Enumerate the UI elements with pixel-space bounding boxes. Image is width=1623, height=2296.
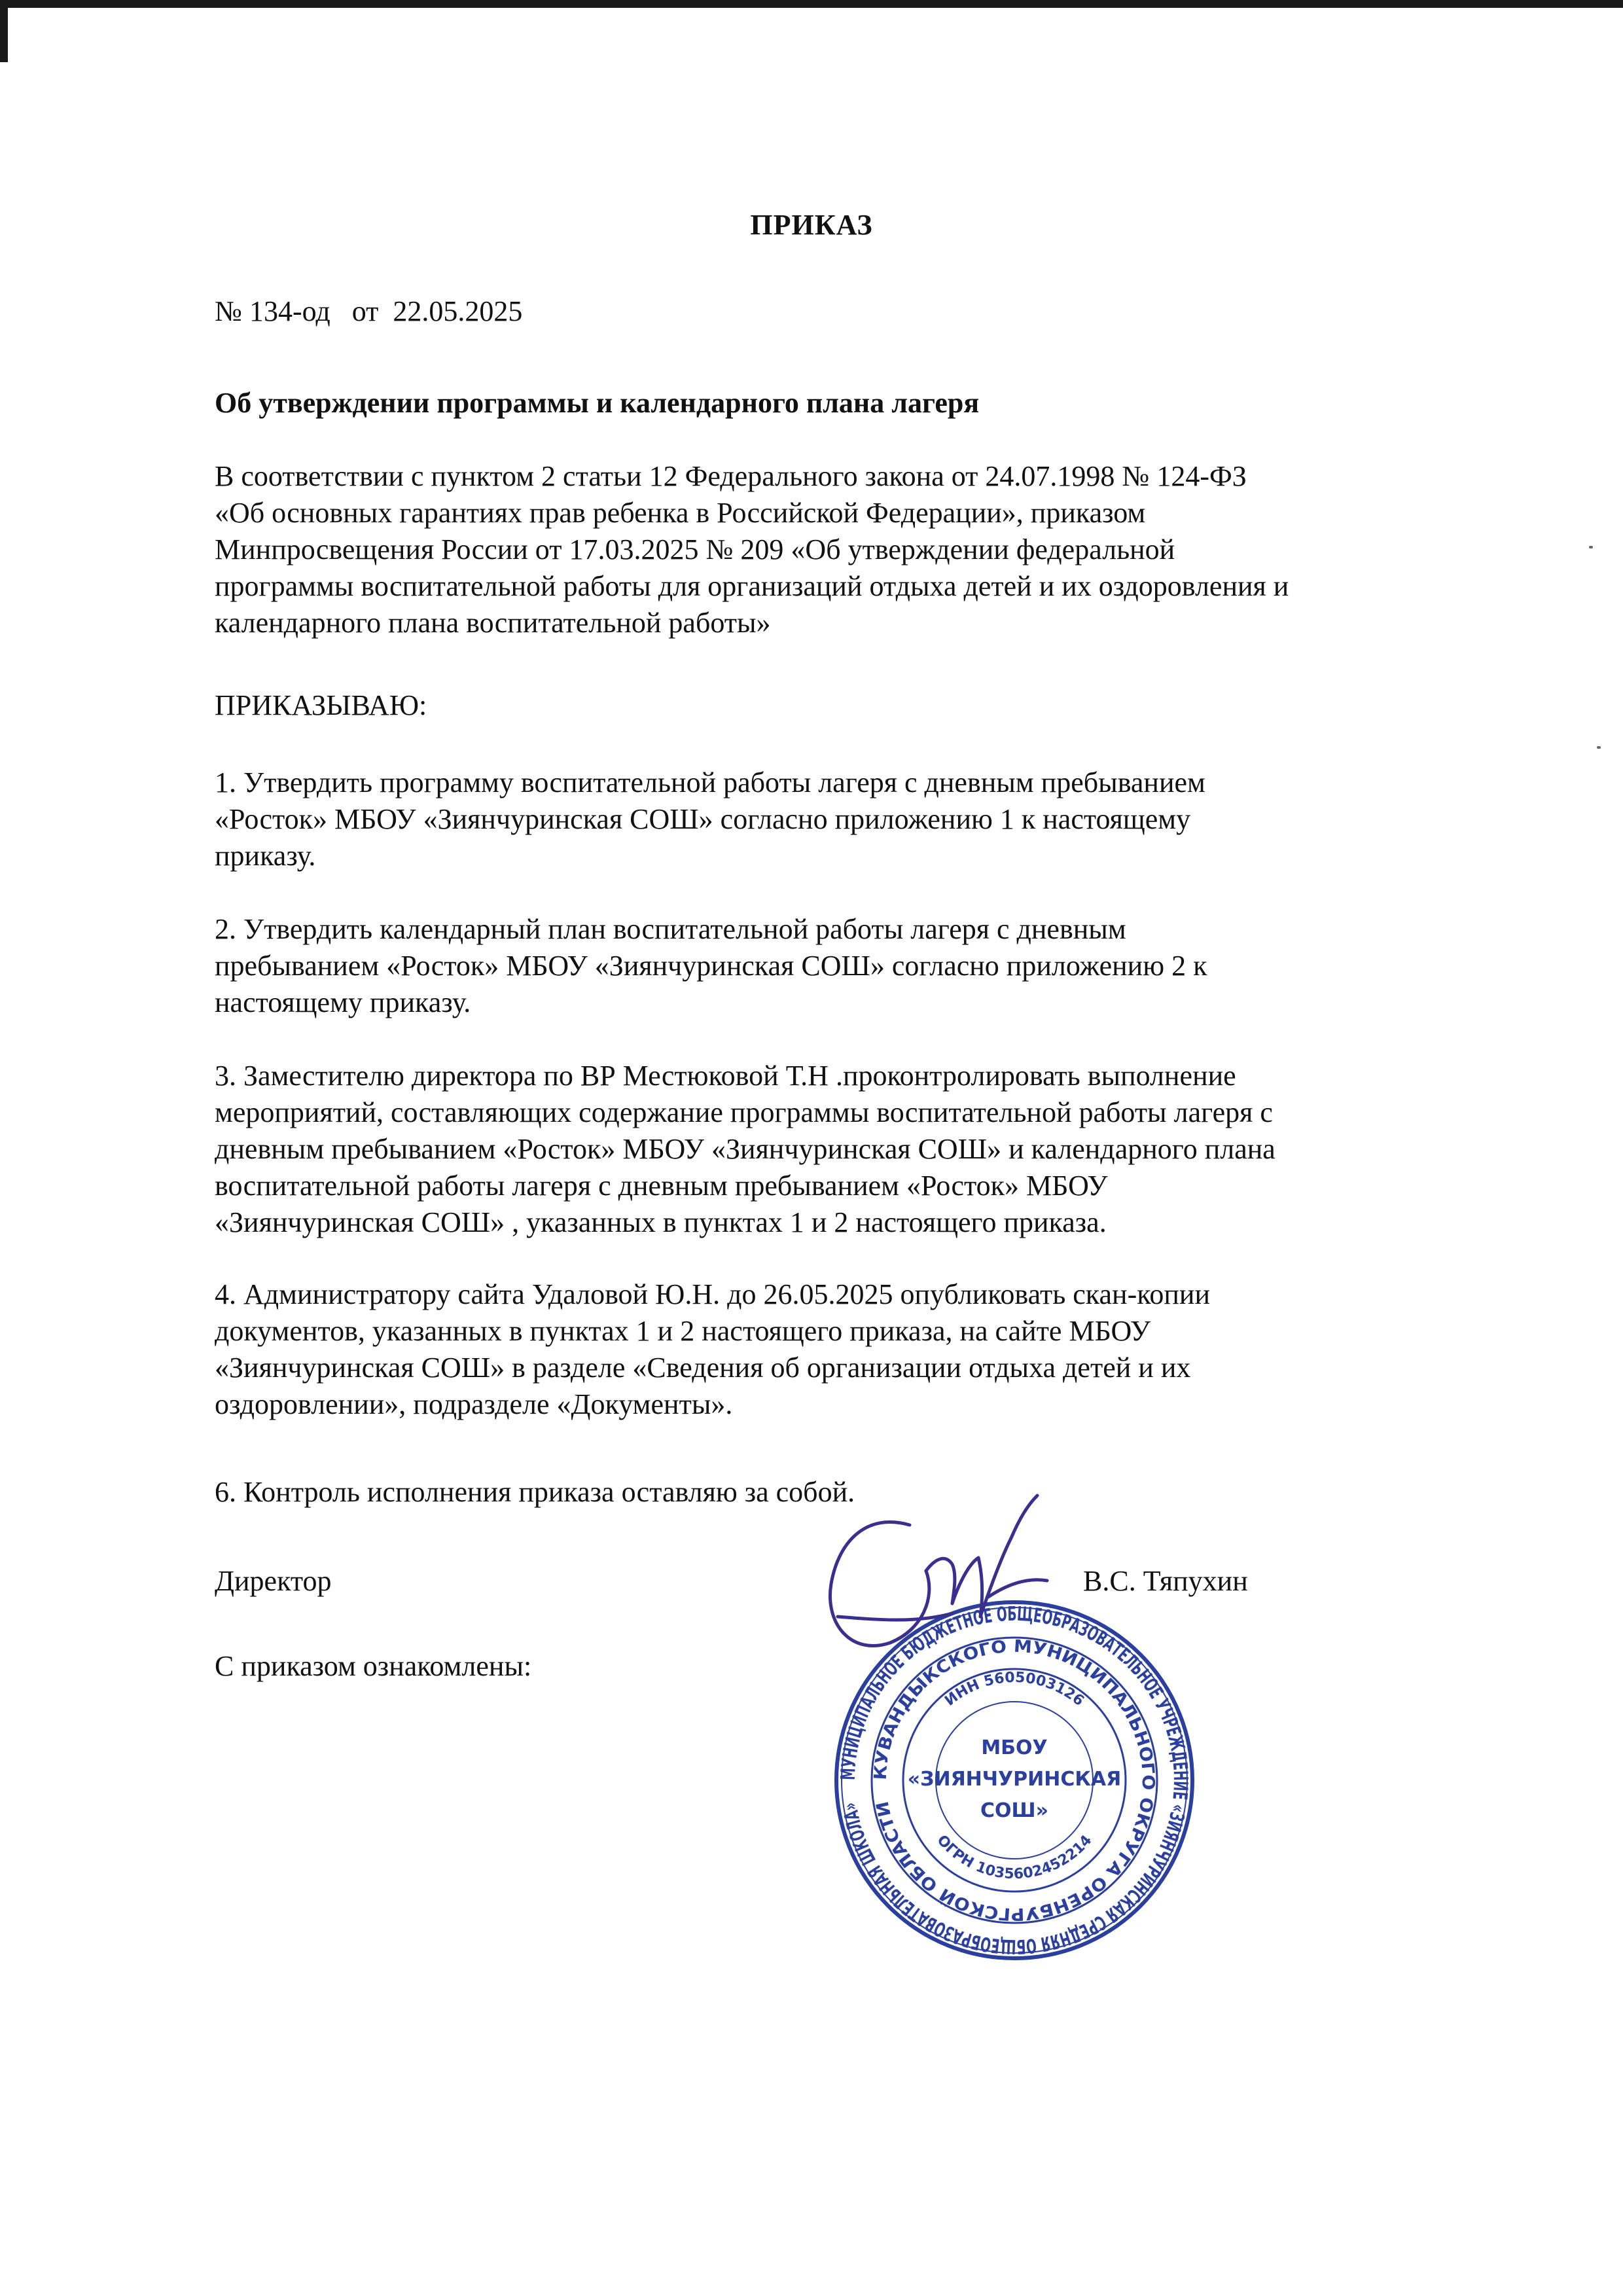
order-item-line: «Зиянчуринская СОШ» , указанных в пунктах 1 и 2 настоящего приказа. [215, 1206, 1107, 1238]
order-item-line: «Росток» МБОУ «Зиянчуринская СОШ» согласно приложению 1 к настоящему [215, 803, 1191, 835]
order-item-1 [215, 764, 1458, 874]
seal-inner-ring-text-path: КУВАНДЫКСКОГО МУНИЦИПАЛЬНОГО ОКРУГА ОРЕНБУРГСКОЙ ОБЛАСТИ [870, 1636, 1158, 1924]
order-item-line: 6. Контроль исполнения приказа оставляю за собой. [215, 1476, 855, 1508]
seal-outer-ring-text-path: МУНИЦИПАЛЬНОЕ БЮДЖЕТНОЕ ОБЩЕОБРАЗОВАТЕЛЬНОЕ УЧРЕЖДЕНИЕ «ЗИЯНЧУРИНСКАЯ СРЕДНЯЯ ОБЩЕОБРАЗОВАТЕЛЬНАЯ ШКОЛА» [836, 1602, 1192, 1958]
preamble-paragraph [215, 458, 1458, 641]
director-signature [812, 1486, 1060, 1695]
seal-center-line-2: «ЗИЯНЧУРИНСКАЯ [907, 1768, 1122, 1791]
seal-center-line-3: СОШ» [980, 1799, 1048, 1822]
order-item-line: документов, указанных в пунктах 1 и 2 настоящего приказа, на сайте МБОУ [215, 1315, 1150, 1347]
order-item-line: воспитательной работы лагеря с дневным пребыванием «Росток» МБОУ [215, 1170, 1108, 1202]
decree-heading: ПРИКАЗЫВАЮ: [215, 689, 427, 721]
order-item-line: мероприятий, составляющих содержание программы воспитательной работы лагеря с [215, 1096, 1273, 1128]
director-name: В.С. Тяпухин [1083, 1565, 1248, 1597]
seal-center-line-1: МБОУ [981, 1736, 1048, 1759]
scan-speck [1589, 546, 1593, 548]
order-subject: Об утверждении программы и календарного плана лагеря [215, 387, 980, 419]
order-item-line: 2. Утвердить календарный план воспитательной работы лагеря с дневным [215, 913, 1126, 945]
preamble-line: Минпросвещения России от 17.03.2025 № 209 «Об утверждении федеральной [215, 533, 1175, 565]
acquainted-label: С приказом ознакомлены: [215, 1650, 532, 1682]
order-item-line: пребыванием «Росток» МБОУ «Зиянчуринская СОШ» согласно приложению 2 к [215, 950, 1207, 982]
order-item-line: «Зиянчуринская СОШ» в разделе «Сведения об организации отдыха детей и их [215, 1352, 1191, 1384]
order-item-line: настоящему приказу. [215, 986, 471, 1018]
preamble-line: «Об основных гарантиях прав ребенка в Российской Федерации», приказом [215, 497, 1146, 529]
scan-speck [1597, 746, 1601, 749]
order-item-4 [215, 1276, 1458, 1423]
order-item-line: оздоровлении», подразделе «Документы». [215, 1388, 733, 1420]
seal-ogrn-text-path: ОГРН 1035602452214 [933, 1832, 1096, 1883]
order-item-line: приказу. [215, 840, 316, 872]
order-item-line: 1. Утвердить программу воспитательной работы лагеря с дневным пребыванием [215, 766, 1205, 798]
order-item-2 [215, 911, 1458, 1021]
order-item-3 [215, 1058, 1458, 1241]
document-title: ПРИКАЗ [750, 209, 873, 241]
preamble-line: В соответствии с пунктом 2 статьи 12 Федерального закона от 24.07.1998 № 124-ФЗ [215, 460, 1247, 492]
order-item-line: дневным пребыванием «Росток» МБОУ «Зиянчуринская СОШ» и календарного плана [215, 1133, 1275, 1165]
order-item-line: 3. Заместителю директора по ВР Местюковой Т.Н .проконтролировать выполнение [215, 1060, 1236, 1092]
seal-inn-text-path: ИНН 5605003126 [942, 1669, 1087, 1710]
preamble-line: программы воспитательной работы для организаций отдыха детей и их оздоровления и [215, 570, 1289, 602]
preamble-line: календарного плана воспитательной работы» [215, 607, 771, 639]
order-item-line: 4. Администратору сайта Удаловой Ю.Н. до 26.05.2025 опубликовать скан-копии [215, 1278, 1211, 1310]
director-title: Директор [215, 1565, 332, 1597]
order-number-date: № 134-од от 22.05.2025 [215, 295, 523, 327]
